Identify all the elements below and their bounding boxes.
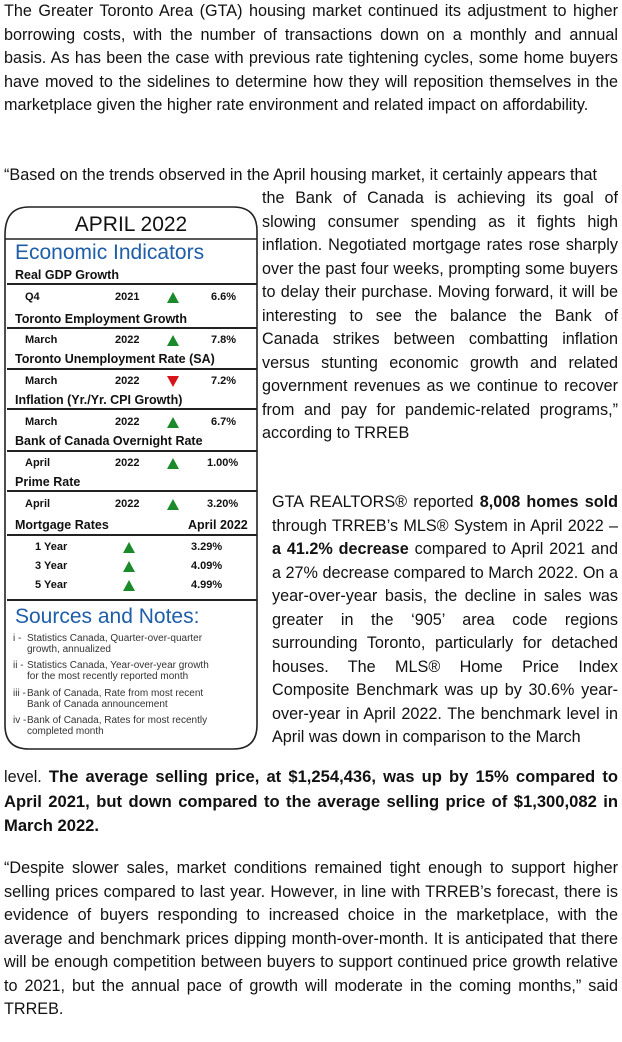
indicator-period: March	[25, 416, 58, 428]
up-arrow-icon	[167, 499, 179, 510]
indicator-period: March	[25, 334, 58, 346]
mortgage-rates-label: Mortgage Rates	[15, 518, 109, 532]
mortgage-rate-value: 4.99%	[191, 579, 223, 591]
mortgage-term: 1 Year	[35, 541, 68, 553]
up-arrow-icon	[123, 580, 135, 591]
mortgage-term: 3 Year	[35, 560, 68, 572]
indicator-label-employment: Toronto Employment Growth	[15, 312, 187, 326]
mortgage-rate-value: 4.09%	[191, 560, 223, 572]
note-item: iii -Bank of Canada, Rate from most recent Bank of Canada announcement	[13, 688, 204, 710]
indicator-value: 7.2%	[211, 375, 237, 387]
up-arrow-icon	[123, 542, 135, 553]
sales-text-a: GTA REALTORS® reported	[272, 493, 480, 511]
quote-paragraph-body: the Bank of Canada is achieving its goal of slowing consumer spending as it fights high inflation. Negotiated mortgage rates rose sharply over the past four weeks, prompting some buyers to delay their purchase. Moving forward, it will be interesting to see the balance the Bank of Canada strikes between combatting inflation versus stunting economic growth and related government revenues as we continue to recover from and pay for pandemic-related programs,” according to TRREB	[262, 189, 618, 442]
indicator-value: 1.00%	[207, 457, 239, 469]
quote-paragraph-first-line: “Based on the trends observed in the April housing market, it certainly appears that	[4, 166, 597, 184]
indicator-label-overnight-rate: Bank of Canada Overnight Rate	[15, 434, 203, 448]
sales-text-e: compared to April 2021 and a 27% decrease compared to March 2022. On a year-over-year basis, the decline in sales was greater in the ‘905’ area code regions surrounding Toronto, particularly for detached houses. The MLS® Home Price Index Composite Benchmark was up by 30.6% year-over-year in April 2022. The benchmark level in April was down in comparison to the March	[272, 540, 618, 746]
intro-paragraph: The Greater Toronto Area (GTA) housing market continued its adjustment to higher borrowing costs, with the number of transactions down on a monthly and annual basis. As has been the case with previous rate tightening cycles, some home buyers have moved to the sidelines to determine how they will reposition themselves in the marketplace given the higher rate environment and related impact on affordability.	[4, 2, 618, 114]
sales-paragraph	[272, 491, 618, 750]
mortgage-rates-date: April 2022	[188, 518, 248, 532]
note-item: i - Statistics Canada, Quarter-over-quarter growth, annualized	[13, 633, 203, 655]
indicator-label-gdp: Real GDP Growth	[15, 268, 119, 282]
average-price-statement: The average selling price, at $1,254,436, was up by 15% compared to April 2021, but down compared to the average selling price of $1,300,082 in March 2022.	[4, 767, 618, 835]
sales-text-c: through TRREB’s MLS® System in April 2022 –	[272, 516, 618, 535]
up-arrow-icon	[167, 292, 179, 303]
indicator-year: 2022	[115, 416, 140, 428]
down-arrow-icon	[167, 376, 179, 387]
mortgage-term: 5 Year	[35, 579, 68, 591]
economic-indicators-heading: Economic Indicators	[15, 241, 205, 264]
forecast-paragraph: “Despite slower sales, market conditions remained tight enough to support higher selling prices compared to last year. However, in line with TRREB’s forecast, there is evidence of buyers responding to increased choice in the marketplace, with the average and benchmark prices dipping month-over-month. It is anticipated that there will be enough competition between buyers to support continued price growth relative to 2021, but the annual pace of growth will moderate in the coming months,” said TRREB.	[4, 859, 618, 1018]
indicator-value: 7.8%	[211, 334, 237, 346]
price-paragraph	[4, 765, 618, 839]
indicator-value: 3.20%	[207, 498, 239, 510]
up-arrow-icon	[167, 335, 179, 346]
indicator-label-unemployment: Toronto Unemployment Rate (SA)	[15, 352, 215, 366]
indicator-year: 2022	[115, 457, 140, 469]
indicator-label-inflation: Inflation (Yr./Yr. CPI Growth)	[15, 393, 183, 407]
indicator-period: April	[25, 457, 51, 469]
up-arrow-icon	[167, 458, 179, 469]
price-text-f: level.	[4, 768, 49, 786]
indicator-label-prime-rate: Prime Rate	[15, 475, 81, 489]
note-item: iv -Bank of Canada, Rates for most recently completed month	[13, 715, 208, 737]
indicator-period: Q4	[25, 291, 40, 303]
panel-title: APRIL 2022	[74, 213, 188, 236]
indicator-period: March	[25, 375, 58, 387]
indicator-year: 2022	[115, 375, 140, 387]
economic-indicators-panel	[3, 205, 259, 751]
indicator-period: April	[25, 498, 51, 510]
up-arrow-icon	[167, 417, 179, 428]
homes-sold-figure: 8,008 homes sold	[479, 493, 618, 511]
indicator-year: 2022	[115, 498, 140, 510]
mortgage-rate-value: 3.29%	[191, 541, 223, 553]
sales-decrease-figure: a 41.2% decrease	[272, 540, 409, 558]
indicator-year: 2021	[115, 291, 140, 303]
sources-notes-heading: Sources and Notes:	[15, 605, 200, 628]
indicator-year: 2022	[115, 334, 140, 346]
up-arrow-icon	[123, 561, 135, 572]
indicator-value: 6.6%	[211, 291, 237, 303]
note-item: ii - Statistics Canada, Year-over-year growth for the most recently reported month	[13, 660, 209, 682]
indicator-value: 6.7%	[211, 416, 237, 428]
